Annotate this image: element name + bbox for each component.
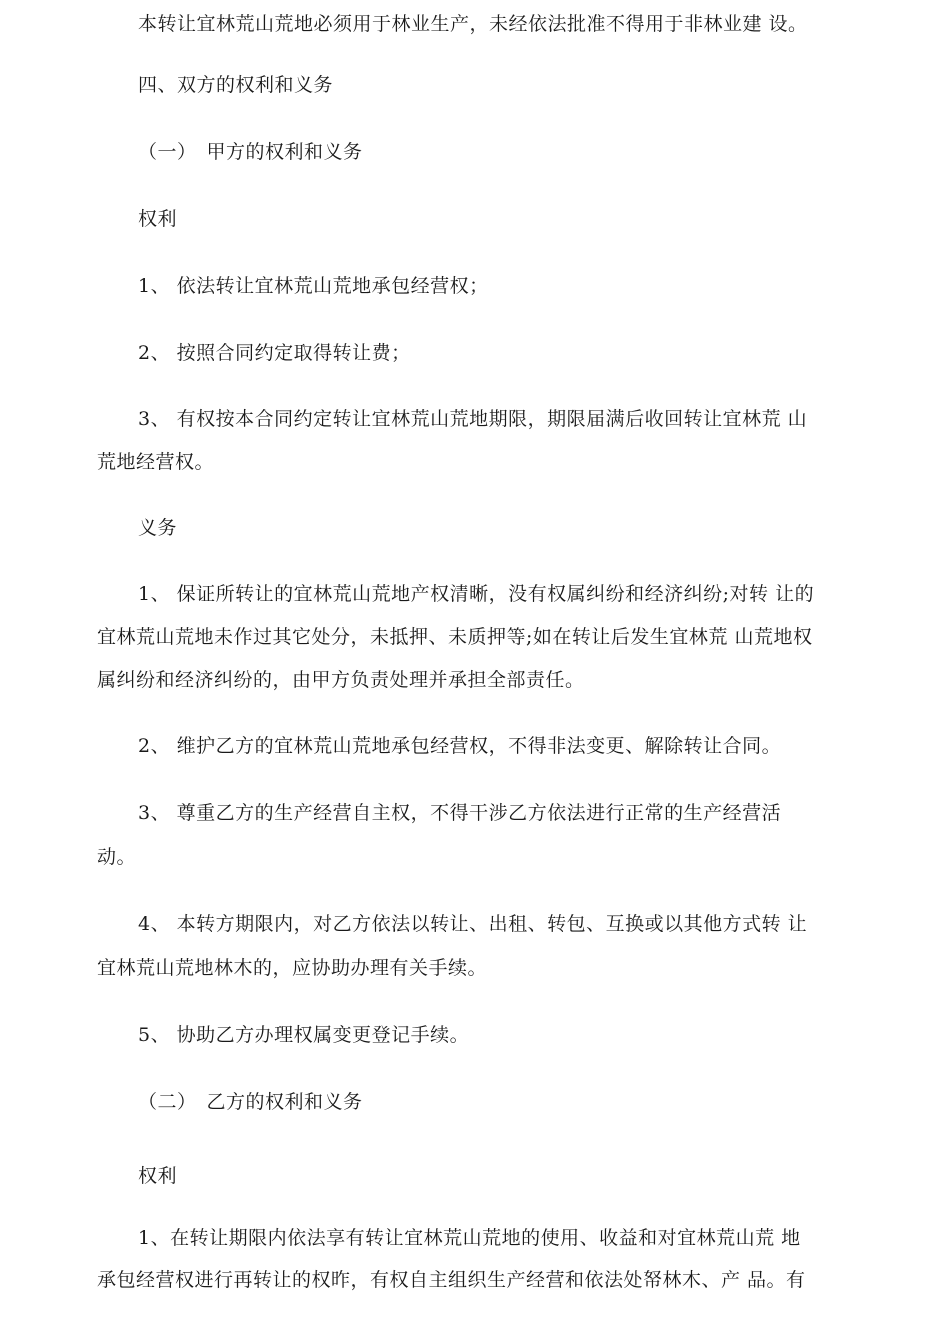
obligations-heading: 义务 [138, 517, 178, 539]
rights-heading: 权利 [138, 1165, 178, 1187]
subsection-heading: （二） 乙方的权利和义务 [138, 1091, 363, 1113]
paragraph-line: 本转让宜林荒山荒地必须用于林业生产，未经依法批准不得用于非林业建 设。 [138, 13, 808, 35]
list-item: 1、在转让期限内依法享有转让宜林荒山荒地的使用、收益和对宜林荒山荒 地 [138, 1227, 801, 1249]
list-item: 1、 保证所转让的宜林荒山荒地产权清晰，没有权属纠纷和经济纠纷;对转 让的 [138, 583, 815, 605]
list-item: 2、 维护乙方的宜林荒山荒地承包经营权，不得非法变更、解除转让合同。 [138, 735, 782, 757]
list-item: 2、 按照合同约定取得转让费； [138, 342, 411, 364]
section-heading: 四、双方的权利和义务 [138, 74, 334, 96]
list-item-continuation: 动。 [97, 846, 137, 868]
list-item-continuation: 荒地经营权。 [97, 451, 215, 473]
list-item: 3、 尊重乙方的生产经营自主权，不得干涉乙方依法进行正常的生产经营活 [138, 802, 782, 824]
list-item-continuation: 属纠纷和经济纠纷的，由甲方负责处理并承担全部责任。 [97, 669, 585, 691]
list-item: 5、 协助乙方办理权属变更登记手续。 [138, 1024, 470, 1046]
list-item: 4、 本转方期限内，对乙方依法以转让、出租、转包、互换或以其他方式转 让 [138, 913, 808, 935]
list-item: 1、 依法转让宜林荒山荒地承包经营权； [138, 275, 489, 297]
rights-heading: 权利 [138, 208, 178, 230]
list-item-continuation: 宜林荒山荒地林木的，应协助办理有关手续。 [97, 957, 488, 979]
subsection-heading: （一） 甲方的权利和义务 [138, 141, 363, 163]
list-item-continuation: 承包经营权进行再转让的权昨，有权自主组织生产经营和依法处帑林木、产 品。有 [97, 1269, 806, 1291]
list-item: 3、 有权按本合同约定转让宜林荒山荒地期限，期限届满后收回转让宜林荒 山 [138, 408, 808, 430]
list-item-continuation: 宜林荒山荒地未作过其它处分，未抵押、未质押等;如在转让后发生宜林荒 山荒地权 [97, 626, 813, 648]
